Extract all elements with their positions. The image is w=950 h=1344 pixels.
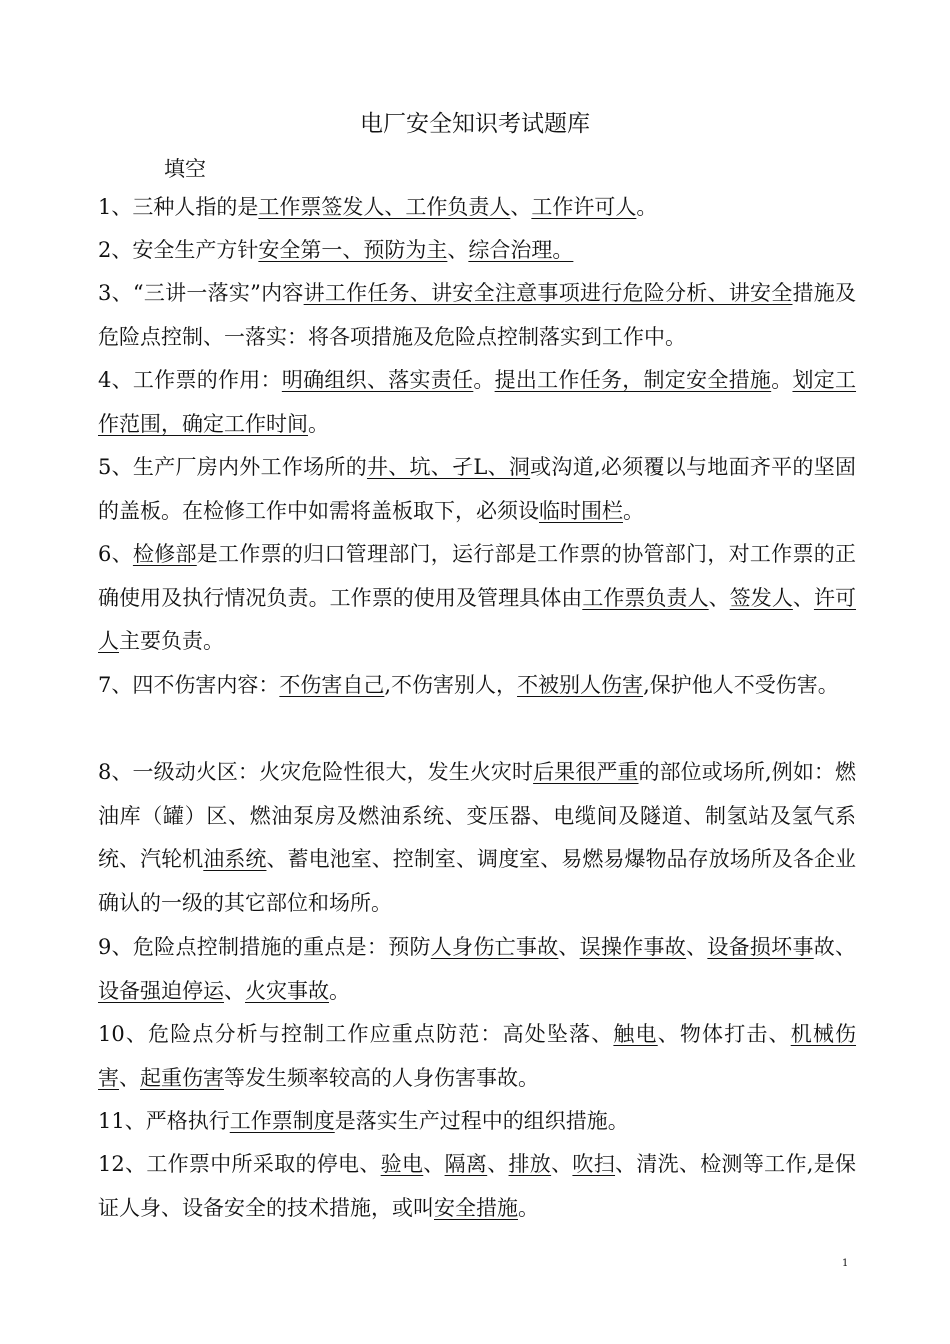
question-text: 的部位或场所,例如：燃油库（罐）区、燃油泵房及燃油系统、变压器、电缆间及隧道、制氢站及氢气系统、汽轮机 <box>98 760 857 871</box>
answer-blank: 签发人 <box>729 585 793 610</box>
answer-blank: 后果很严重 <box>533 760 639 784</box>
answer-blank: 讲工作任务、讲安全注意事项进行危险分析、讲安全 <box>303 281 793 305</box>
question-text: 、物体打击、 <box>657 1022 791 1046</box>
answer-blank: 综合治理。 <box>468 238 574 262</box>
question-4 <box>98 359 856 446</box>
question-text: 7、四不伤害内容： <box>98 673 280 697</box>
question-7 <box>98 664 856 708</box>
answer-blank: 安全第一、预防为主 <box>258 238 448 262</box>
question-text: 故、 <box>813 935 857 959</box>
answer-blank: 起重伤害 <box>140 1065 224 1090</box>
answer-blank: 工作票制度 <box>229 1109 335 1133</box>
page-number: 1 <box>842 1258 849 1269</box>
section-heading: 填空 <box>164 157 206 181</box>
answer-blank: 检修部 <box>132 542 197 566</box>
question-text: 、 <box>792 585 814 610</box>
question-text: 4、工作票的作用： <box>98 368 282 392</box>
answer-blank: 隔离 <box>444 1152 488 1176</box>
question-text: 、 <box>708 585 730 610</box>
question-text: 。 <box>623 498 644 523</box>
question-text: 。 <box>329 978 350 1003</box>
question-12 <box>98 1143 856 1230</box>
question-6 <box>98 533 856 664</box>
answer-blank: 临时围栏 <box>539 498 623 523</box>
question-text: 。 <box>636 195 658 219</box>
answer-blank: 明确组织、落实责任 <box>281 368 474 392</box>
answer-blank: 排放 <box>508 1152 552 1176</box>
question-text: 主要负责。 <box>119 629 224 653</box>
answer-blank: 验电 <box>380 1152 424 1176</box>
question-text: 是落实生产过程中的组织措施。 <box>334 1109 629 1133</box>
question-text: 、 <box>551 1152 573 1176</box>
question-text: 、 <box>447 238 469 262</box>
question-text: 1、三种人指的是 <box>98 195 259 219</box>
question-text: 等发生频率较高的人身伤害事故。 <box>224 1065 539 1090</box>
question-2 <box>98 229 856 273</box>
question-text: 或沟道,必须覆以与地面齐平的坚固的盖板。在检修工作中如需将盖板取下，必须设 <box>98 455 856 523</box>
answer-blank: 人身伤亡事故 <box>430 935 559 959</box>
answer-blank: 误操作事故 <box>579 935 687 959</box>
question-text: 、 <box>487 1152 509 1176</box>
question-text: 。 <box>473 368 495 392</box>
answer-blank: 吹扫 <box>572 1152 616 1176</box>
question-text: 2、安全生产方针 <box>98 238 259 262</box>
answer-blank: 火灾事故 <box>245 978 329 1003</box>
answer-blank: 工作票负责人 <box>582 585 709 610</box>
answer-blank: 划定工作范围，确定工作时间 <box>98 368 857 436</box>
answer-blank: 设备强迫停运 <box>98 978 224 1003</box>
question-text: 3、“三讲一落实”内容 <box>98 281 304 305</box>
question-text: 、 <box>558 935 580 959</box>
question-1 <box>98 186 856 230</box>
answer-blank: 安全措施 <box>434 1195 518 1220</box>
answer-blank: 工作许可人 <box>531 195 637 219</box>
question-text: 、 <box>510 195 532 219</box>
question-text: 措施及危险点控制、一落实：将各项措施及危险点控制落实到工作中。 <box>98 281 857 349</box>
question-text: 6、 <box>98 542 133 566</box>
question-9 <box>98 926 856 1013</box>
answer-blank: 井、坑、孑L、洞 <box>366 455 531 479</box>
answer-blank: 设备损坏事 <box>707 935 814 959</box>
question-3 <box>98 272 856 359</box>
question-8 <box>98 751 856 925</box>
answer-blank: 工作票签发人、工作负责人 <box>258 195 511 219</box>
answer-blank: 提出工作任务，制定安全措施 <box>494 368 772 392</box>
question-5 <box>98 446 856 533</box>
question-10 <box>98 1013 856 1100</box>
question-11 <box>98 1100 856 1144</box>
question-text: 10、危险点分析与控制工作应重点防范：高处坠落、 <box>98 1022 614 1046</box>
question-text: 是工作票的归口管理部门，运行部是工作票的协管部门，对工作票的正确使用及执行情况负责。工作票的使用及管理具体由 <box>98 542 856 610</box>
question-text: 8、一级动火区：火灾危险性很大，发生火灾时 <box>98 760 534 784</box>
question-text: 。 <box>518 1195 539 1220</box>
question-text: 、 <box>119 1065 140 1090</box>
question-text: ,不伤害别人， <box>384 673 518 697</box>
answer-blank: 机械伤害 <box>98 1022 857 1090</box>
question-text: 。 <box>308 411 329 436</box>
answer-blank: 触电 <box>613 1022 658 1046</box>
answer-blank: 不伤害自己 <box>279 673 385 697</box>
question-text: 9、危险点控制措施的重点是：预防 <box>98 935 431 959</box>
question-text: 。 <box>771 368 793 392</box>
question-text: 12、工作票中所采取的停电、 <box>98 1152 381 1176</box>
answer-blank: 不被别人伤害 <box>517 673 644 697</box>
document-title: 电厂安全知识考试题库 <box>360 111 590 137</box>
question-text: 、 <box>686 935 708 959</box>
question-text: ,保护他人不受伤害。 <box>643 673 839 697</box>
answer-blank: 油系统 <box>203 847 267 871</box>
answer-blank: 许可人 <box>98 585 857 653</box>
question-text: 、 <box>224 978 245 1003</box>
question-text: 11、严格执行 <box>98 1109 230 1133</box>
question-text: 、蓄电池室、控制室、调度室、易燃易爆物品存放场所及各企业确认的一级的其它部位和场所。 <box>98 847 857 915</box>
question-text: 、清洗、检测等工作,是保证人身、设备安全的技术措施，或叫 <box>98 1152 857 1220</box>
question-text: 、 <box>423 1152 445 1176</box>
question-text: 5、生产厂房内外工作场所的 <box>98 455 367 479</box>
